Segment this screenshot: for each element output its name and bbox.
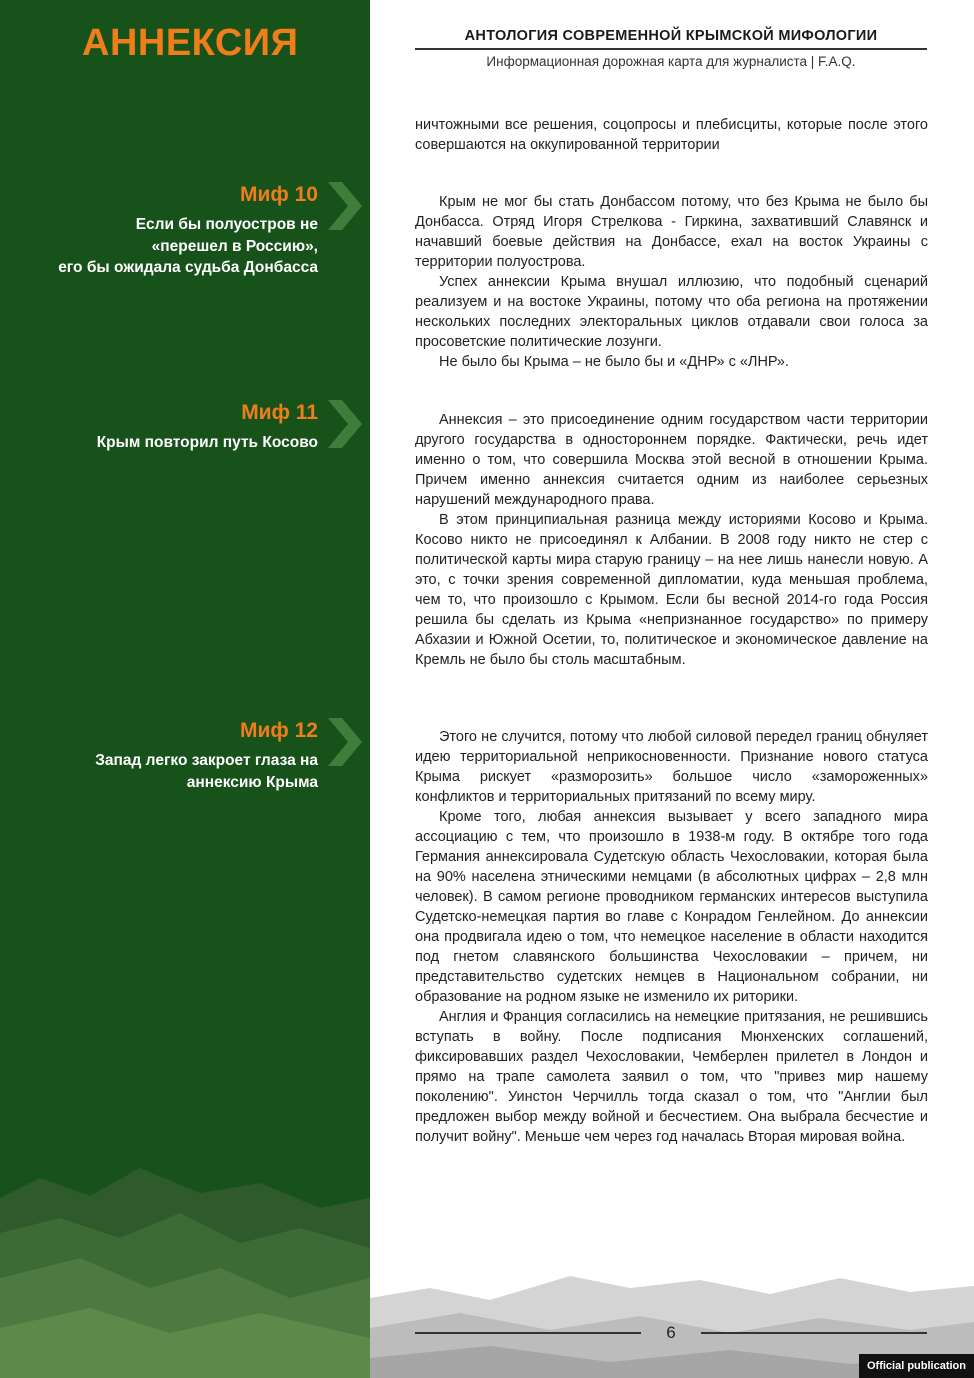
page-header bbox=[415, 26, 927, 70]
chevron-right-icon bbox=[328, 182, 362, 230]
chevron-right-icon bbox=[328, 400, 362, 448]
paragraph: Аннексия – это присоединение одним государством части территории другого государства в одностороннем порядке. Фактически, речь идет именно о том, что совершила Москва этой весной в отношении Крыма. Причем именно аннексия считается одним из наиболее серьезных нарушений международного права. bbox=[415, 412, 928, 508]
myth-statement: Крым повторил путь Косово bbox=[96, 434, 318, 451]
myth-11-answer bbox=[415, 410, 928, 670]
myth-10-heading bbox=[18, 182, 318, 279]
mountain-landscape-image bbox=[0, 1138, 370, 1378]
myth-10-answer bbox=[415, 192, 928, 372]
section-title: АННЕКСИЯ bbox=[82, 22, 299, 64]
myth-12-answer bbox=[415, 727, 928, 1147]
paragraph: В этом принципиальная разница между историями Косово и Крыма. Косово никто не присоединял к Албании. В 2008 году никто не стер с политической карты мира старую границу – на нее лишь нанесли новую. А это, с точки зрения современной дипломатии, куда меньшая проблема, чем то, что произошло с Крымом. Если бы весной 2014-го года Россия решила бы сделать из Крыма «непризнанное государство» по примеру Абхазии и Южной Осетии, то, политическое и экономическое давление на Кремль не было бы столь масштабным. bbox=[415, 512, 928, 668]
paragraph: Не было бы Крыма – не было бы и «ДНР» с «ЛНР». bbox=[439, 354, 789, 370]
myth-title: Миф 10 bbox=[240, 183, 318, 206]
chevron-right-icon bbox=[328, 718, 362, 766]
publication-subtitle: Информационная дорожная карта для журналиста | F.A.Q. bbox=[486, 54, 856, 69]
page-footer bbox=[415, 1322, 927, 1344]
myth-statement: Запад легко закроет глаза на аннексию Крыма bbox=[95, 752, 318, 791]
publication-title: АНТОЛОГИЯ СОВРЕМЕННОЙ КРЫМСКОЙ МИФОЛОГИИ bbox=[464, 28, 878, 44]
official-publication-badge: Official publication bbox=[859, 1354, 974, 1378]
myth-12-heading bbox=[18, 718, 318, 793]
paragraph: Крым не мог бы стать Донбассом потому, что без Крыма не было бы Донбасса. Отряд Игоря Стрелкова - Гиркина, захвативший Славянск и начавший боевые действия на Донбассе, ехал на восток Украины с территории полуострова. bbox=[415, 194, 928, 270]
sidebar bbox=[0, 0, 370, 1378]
myth-title: Миф 12 bbox=[240, 719, 318, 742]
myth-title: Миф 11 bbox=[241, 401, 318, 424]
myth-11-heading bbox=[18, 400, 318, 454]
footer-rule-right bbox=[701, 1332, 927, 1334]
footer-rule-left bbox=[415, 1332, 641, 1334]
page-number: 6 bbox=[666, 1323, 676, 1342]
header-divider bbox=[415, 48, 927, 50]
paragraph: ничтожными все решения, соцопросы и плебисциты, которые после этого совершаются на оккупированной территории bbox=[415, 117, 928, 153]
paragraph: Этого не случится, потому что любой силовой передел границ обнуляет идею территориальной неприкосновенности. Признание нового статуса Крыма рискует «разморозить» большое число «замороженных» конфликтов и территориальных притязаний по всему миру. bbox=[415, 729, 928, 805]
myth-statement: Если бы полуостров не «перешел в Россию», его бы ожидала судьба Донбасса bbox=[58, 216, 318, 276]
intro-text bbox=[415, 115, 928, 155]
paragraph: Успех аннексии Крыма внушал иллюзию, что подобный сценарий реализуем и на востоке Украины, потому что оба региона на протяжении нескольких последних электоральных циклов отдавали свои голоса за просоветские политические лозунги. bbox=[415, 274, 928, 350]
paragraph: Англия и Франция согласились на немецкие притязания, не решившись вступать в войну. После подписания Мюнхенских соглашений, фиксировавших раздел Чехословакии, Чемберлен прилетел в Лондон и прямо на трапе самолета заявил о том, что "привез мир нашему поколению". Уинстон Черчилль тогда сказал о том, что "Англии был предложен выбор между войной и бесчестием. Она выбрала бесчестие и получит войну". Меньше чем через год началась Вторая мировая война. bbox=[415, 1009, 928, 1145]
paragraph: Кроме того, любая аннексия вызывает у всего западного мира ассоциацию с тем, что произошло в 1938-м году. В октябре того года Германия аннексировала Судетскую область Чехословакии, которая была на 90% населена этническими немцами (в абсолютных цифрах – 2,8 млн человек). В самом регионе проводником германских интересов выступила Судетско-немецкая партия во главе с Конрадом Генлейном. До аннексии она продвигала идею о том, что немецкое население в области находится под гнетом славянского большинства Чехословакии – причем, ни представительство судетских немцев в Национальном собрании, ни образование на родном языке не изменило их риторики. bbox=[415, 809, 928, 1005]
